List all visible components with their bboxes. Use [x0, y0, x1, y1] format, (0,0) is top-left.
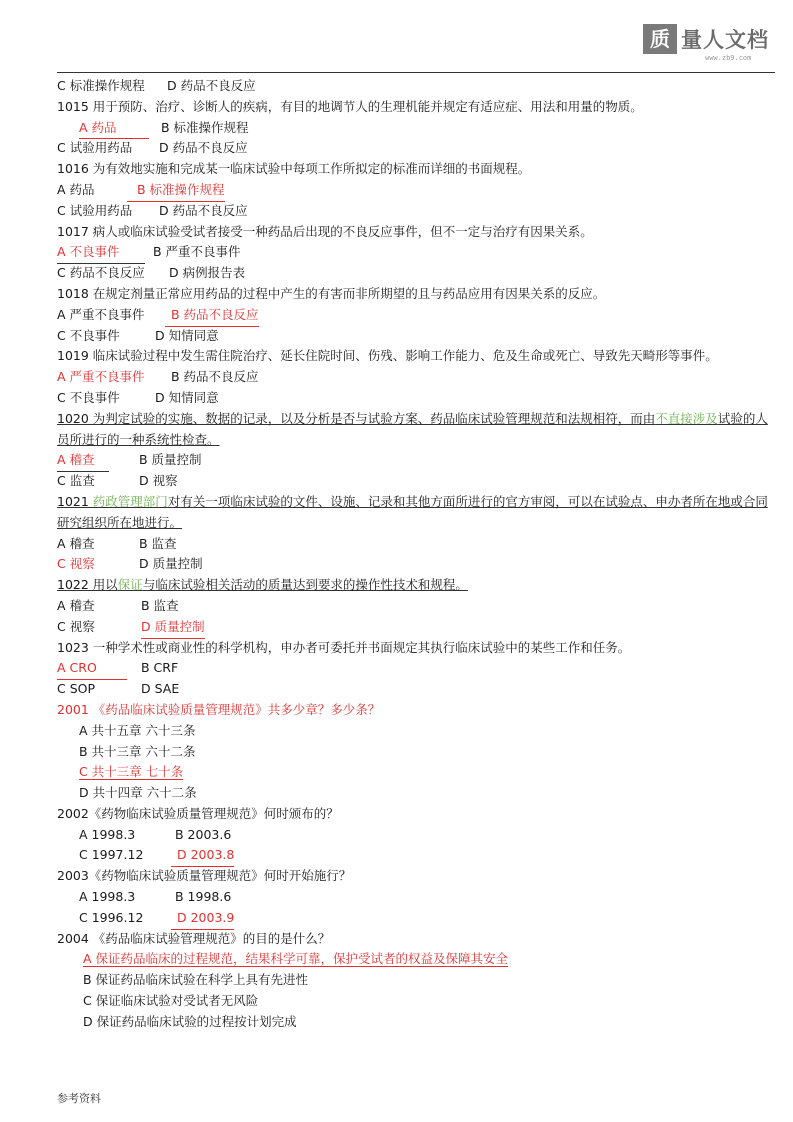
- option-a: A 共十五章 六十三条: [79, 722, 196, 738]
- option-d: D SAE: [141, 681, 180, 697]
- options-row: [57, 367, 777, 388]
- options-row: [57, 658, 777, 679]
- option-a-answer: A 药品: [79, 118, 149, 140]
- options-row: [57, 201, 777, 222]
- options-row: [57, 138, 777, 159]
- option-b: B 标准操作规程: [161, 119, 249, 135]
- options-row: [57, 388, 777, 409]
- question-1022: 1022 用以保证与临床试验相关活动的质量达到要求的操作性技术和规程。: [57, 577, 468, 593]
- options-row: [57, 76, 777, 97]
- option-d: D 药品不良反应: [159, 202, 248, 218]
- option-b: B 1998.6: [175, 889, 232, 905]
- option-d-answer: D 2003.9: [171, 908, 234, 930]
- options-row: [57, 596, 777, 617]
- options-row: [57, 305, 777, 326]
- footer-note: 参考资料: [57, 1092, 101, 1105]
- option-d: D 视察: [139, 473, 178, 489]
- option-d: D 病例报告表: [169, 265, 246, 281]
- question-1021: 1021 药政管理部门对有关一项临床试验的文件、设施、记录和其他方面所进行的官方审阅，可以在试验点、申办者所在地或合同研究组织所在地进行。: [57, 493, 768, 530]
- logo-mark: 质: [643, 24, 677, 54]
- option-c: C 试验用药品: [57, 202, 133, 218]
- options-row: [57, 845, 777, 866]
- option-c-answer: C 共十三章 七十条: [79, 764, 184, 780]
- option-c: C 1996.12: [79, 909, 144, 925]
- options-row: [57, 887, 777, 908]
- option-d-answer: D 2003.8: [171, 845, 234, 867]
- question-1018: 1018 在规定剂量正常应用药品的过程中产生的有害而非所期望的且与药品应用有因果关系的反应。: [57, 285, 606, 301]
- question-1015: 1015 用于预防、治疗、诊断人的疾病，有目的地调节人的生理机能并规定有适应症、用法和用量的物质。: [57, 98, 643, 114]
- options-row: [57, 534, 777, 555]
- options-row: [57, 242, 777, 263]
- site-logo: [643, 20, 783, 64]
- option-a-answer: A CRO: [57, 658, 127, 680]
- option-b-answer: B 标准操作规程: [127, 180, 225, 202]
- options-row: [57, 908, 777, 929]
- option-d-answer: D 质量控制: [141, 617, 205, 639]
- option-c: C SOP: [57, 681, 96, 697]
- option-a-answer: A 不良事件: [57, 242, 145, 264]
- option-a: A 稽查: [57, 535, 95, 551]
- option-c: C 保证临床试验对受试者无风险: [83, 993, 259, 1009]
- question-1016: 1016 为有效地实施和完成某一临床试验中每项工作所拟定的标准而详细的书面规程。: [57, 161, 531, 177]
- option-c: C 药品不良反应: [57, 265, 145, 281]
- option-c-answer: C 视察: [57, 556, 95, 572]
- option-a-answer: A 严重不良事件: [57, 369, 145, 385]
- options-row: [57, 554, 777, 575]
- option-a: A 1998.3: [79, 889, 136, 905]
- option-b: B 2003.6: [175, 826, 232, 842]
- option-b: B 质量控制: [139, 452, 202, 468]
- question-1019: 1019 临床试验过程中发生需住院治疗、延长住院时间、伤残、影响工作能力、危及生命或死亡、导致先天畸形等事件。: [57, 348, 718, 364]
- options-row: [57, 326, 777, 347]
- option-c: C 不良事件: [57, 327, 120, 343]
- option-a-answer: A 稽查: [57, 450, 109, 472]
- options-row: [57, 617, 777, 638]
- option-c: C 不良事件: [57, 389, 120, 405]
- options-row: [57, 118, 777, 139]
- option-b: B 共十三章 六十二条: [79, 743, 196, 759]
- options-row: [57, 679, 777, 700]
- question-2004: 2004 《药品临床试验管理规范》的目的是什么？: [57, 930, 331, 946]
- logo-text: 量人文档: [681, 28, 769, 52]
- option-b: B CRF: [141, 660, 179, 676]
- option-d: D 共十四章 六十二条: [79, 785, 197, 801]
- option-d: D 药品不良反应: [159, 140, 248, 156]
- option-b: B 严重不良事件: [153, 244, 241, 260]
- document-body: [57, 76, 777, 1033]
- option-a: A 1998.3: [79, 826, 136, 842]
- option-b: B 药品不良反应: [171, 369, 259, 385]
- option-d: D 质量控制: [139, 556, 203, 572]
- option-c: C 视察: [57, 618, 95, 634]
- option-c: C 1997.12: [79, 847, 144, 863]
- option-d: D 知情同意: [155, 389, 219, 405]
- option-d: D 保证药品临床试验的过程按计划完成: [83, 1013, 297, 1029]
- question-2002: 2002《药物临床试验质量管理规范》何时颁布的？: [57, 805, 339, 821]
- options-row: [57, 180, 777, 201]
- question-1020: 1020 为判定试验的实施、数据的记录，以及分析是否与试验方案、药品临床试验管理规范和法规相符，而由不直接涉及试验的人员所进行的一种系统性检查。: [57, 410, 768, 447]
- option-c: C 监查: [57, 473, 95, 489]
- question-1023: 1023 一种学术性或商业性的科学机构，申办者可委托并书面规定其执行临床试验中的某些工作和任务。: [57, 639, 631, 655]
- options-row: [57, 471, 777, 492]
- options-row: [57, 263, 777, 284]
- question-1017: 1017 病人或临床试验受试者接受一种药品后出现的不良反应事件，但不一定与治疗有因果关系。: [57, 223, 593, 239]
- option-b-answer: B 药品不良反应: [165, 305, 259, 327]
- logo-url: www.zb9.com: [705, 54, 752, 62]
- option-a: A 严重不良事件: [57, 306, 145, 322]
- option-b: B 监查: [139, 535, 177, 551]
- option-c: C 试验用药品: [57, 140, 133, 156]
- question-2001: 2001 《药品临床试验质量管理规范》共多少章？多少条？: [57, 701, 381, 717]
- options-row: [57, 825, 777, 846]
- option-a: A 稽查: [57, 597, 95, 613]
- question-2003: 2003《药物临床试验质量管理规范》何时开始施行？: [57, 868, 352, 884]
- option-d: D 知情同意: [155, 327, 219, 343]
- option-d: D 药品不良反应: [167, 78, 256, 93]
- option-b: B 监查: [141, 597, 179, 613]
- option-a-answer: A 保证药品临床的过程规范，结果科学可靠，保护受试者的权益及保障其安全: [83, 951, 509, 967]
- options-row: [57, 450, 777, 471]
- option-a: A 药品: [57, 181, 95, 197]
- option-c: C 标准操作规程: [57, 78, 145, 93]
- header-rule: [57, 72, 775, 73]
- option-b: B 保证药品临床试验在科学上具有先进性: [83, 972, 309, 988]
